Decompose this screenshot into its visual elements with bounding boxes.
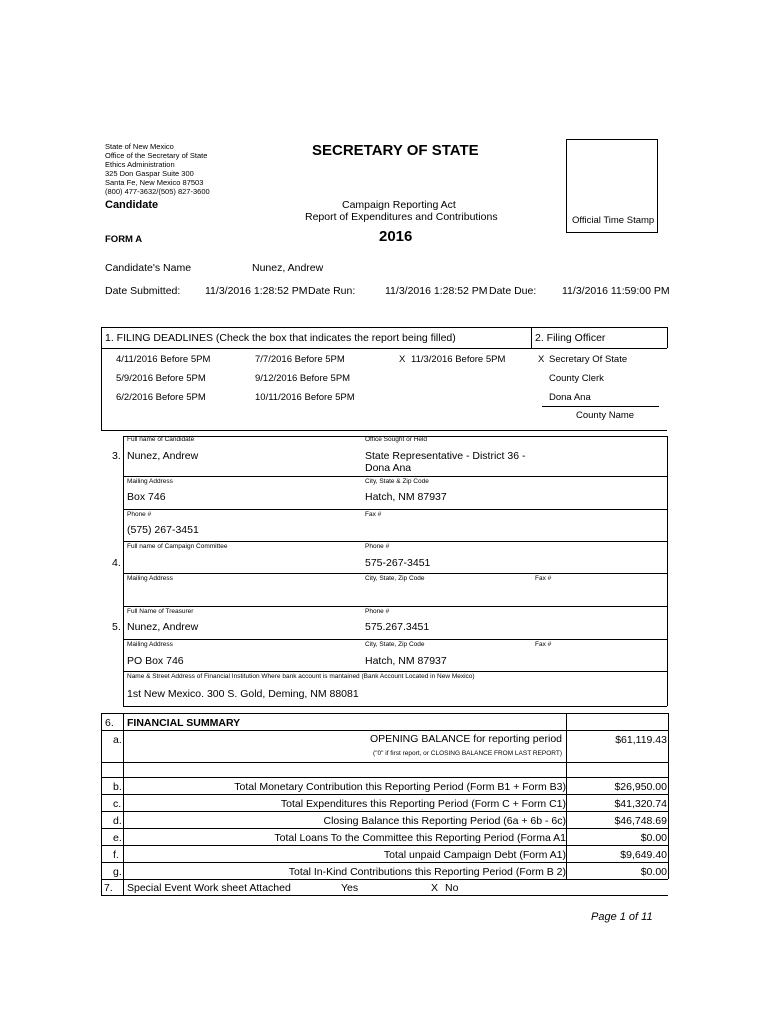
- summary-value: $26,950.00: [614, 781, 667, 793]
- summary-rule: [101, 862, 668, 863]
- opening-balance-label: OPENING BALANCE for reporting period: [370, 733, 562, 745]
- section1-left-rule: [101, 327, 102, 430]
- office-line: Santa Fe, New Mexico 87503: [105, 178, 204, 187]
- date-run-value: 11/3/2016 1:28:52 PM: [385, 285, 488, 297]
- page-number: Page 1 of 11: [591, 911, 653, 923]
- county-underline: [542, 406, 659, 407]
- summary-letter: b.: [113, 781, 122, 793]
- date-run-label: Date Run:: [308, 285, 356, 297]
- candidate-city-label: City, State & Zip Code: [365, 478, 429, 485]
- filing-deadlines-title: 1. FILING DEADLINES (Check the box that indicates the report being filled): [105, 332, 456, 344]
- committee-city-label: City, State, Zip Code: [365, 575, 425, 582]
- deadline-option-selected[interactable]: 11/3/2016 Before 5PM: [411, 354, 506, 365]
- summary-label: Total Expenditures this Reporting Period (Form C + Form C1): [280, 798, 566, 810]
- deadline-option[interactable]: 4/11/2016 Before 5PM: [116, 354, 211, 365]
- officer-check-mark[interactable]: X: [538, 354, 545, 365]
- summary-rule: [101, 794, 668, 795]
- date-due-label: Date Due:: [489, 285, 537, 297]
- candidate-phone-label: Phone #: [127, 511, 152, 518]
- summary-label: Total Loans To the Committee this Reporting Period (Forma A1: [274, 832, 566, 844]
- treasurer-phone-value: 575.267.3451: [365, 621, 430, 633]
- candidate-label: Candidate: [105, 199, 159, 211]
- deadline-option[interactable]: 10/11/2016 Before 5PM: [255, 392, 355, 403]
- summary-rule: [101, 762, 668, 763]
- treasurer-name-label: Full Name of Treasurer: [127, 608, 194, 615]
- candidate-name-value: Nunez, Andrew: [252, 262, 324, 274]
- candidate-mailing-value: Box 746: [127, 491, 166, 503]
- treasurer-mailing-label: Mailing Address: [127, 641, 173, 648]
- candidate-city-value: Hatch, NM 87937: [365, 491, 447, 503]
- bank-address-value: 1st New Mexico. 300 S. Gold, Deming, NM 88081: [127, 688, 359, 700]
- summary-rule: [101, 777, 668, 778]
- summary-value: $41,320.74: [614, 798, 667, 810]
- special-event-label: Special Event Work sheet Attached: [127, 882, 291, 894]
- section2-right-rule: [667, 327, 668, 348]
- special-event-no[interactable]: No: [445, 882, 459, 894]
- grid-rule: [123, 476, 667, 477]
- section7-number: 7.: [104, 882, 113, 894]
- deadline-option[interactable]: 7/7/2016 Before 5PM: [255, 354, 345, 365]
- section3-number: 3.: [112, 450, 121, 462]
- page-title: SECRETARY OF STATE: [312, 142, 479, 159]
- committee-fax-label: Fax #: [535, 575, 552, 582]
- summary-letter-rule: [123, 713, 124, 895]
- summary-rule: [101, 828, 668, 829]
- grid-rule: [123, 639, 667, 640]
- committee-phone-value: 575-267-3451: [365, 557, 431, 569]
- summary-value: $9,649.40: [620, 849, 667, 861]
- office-sought-label: Office Sought or Held: [365, 436, 428, 443]
- summary-letter: e.: [113, 832, 122, 844]
- summary-label: Total In-Kind Contributions this Reporting Period (Form B 2): [288, 866, 566, 878]
- treasurer-city-value: Hatch, NM 87937: [365, 655, 447, 667]
- section1-top-rule: [101, 327, 667, 328]
- summary-rule: [101, 845, 668, 846]
- summary-rule: [101, 730, 668, 731]
- deadline-check-mark[interactable]: X: [399, 354, 406, 365]
- office-line: (800) 477-3632/(505) 827-3600: [105, 187, 210, 196]
- treasurer-fax-label: Fax #: [535, 641, 552, 648]
- grid-rule: [123, 541, 667, 542]
- financial-summary-title: FINANCIAL SUMMARY: [127, 717, 241, 729]
- summary-left-rule: [101, 713, 102, 895]
- special-event-no-mark[interactable]: X: [431, 882, 439, 894]
- officer-option-sos[interactable]: Secretary Of State: [549, 354, 628, 365]
- summary-letter: f.: [113, 849, 119, 861]
- summary-rule: [101, 811, 668, 812]
- date-submitted-value: 11/3/2016 1:28:52 PM: [205, 285, 308, 297]
- bank-address-label: Name & Street Address of Financial Institution Where bank account is mantained (Bank Account Located in New Mexico): [127, 673, 475, 680]
- section-divider-rule: [531, 327, 532, 348]
- office-line: 325 Don Gaspar Suite 300: [105, 169, 194, 178]
- section5-number: 5.: [112, 621, 121, 633]
- section1-bottom-rule: [101, 430, 667, 431]
- deadline-option[interactable]: 9/12/2016 Before 5PM: [255, 373, 351, 384]
- summary-rule: [101, 879, 668, 880]
- special-event-yes[interactable]: Yes: [341, 882, 359, 894]
- deadline-option[interactable]: 6/2/2016 Before 5PM: [116, 392, 206, 403]
- office-sought-value: State Representative - District 36 -: [365, 450, 526, 462]
- date-submitted-label: Date Submitted:: [105, 285, 181, 297]
- candidate-phone-value: (575) 267-3451: [127, 524, 199, 536]
- section4-number: 4.: [112, 557, 121, 569]
- summary-value: $46,748.69: [614, 815, 667, 827]
- candidate-fullname-label: Full name of Candidate: [127, 436, 195, 443]
- opening-balance-value: $61,119.43: [615, 734, 667, 746]
- treasurer-phone-label: Phone #: [365, 608, 390, 615]
- candidate-fax-label: Fax #: [365, 511, 382, 518]
- summary-label: Closing Balance this Reporting Period (6a + 6b - 6c): [323, 815, 566, 827]
- filing-officer-title: 2. Filing Officer: [535, 332, 606, 344]
- candidate-name-label: Candidate's Name: [105, 262, 192, 274]
- committee-phone-label: Phone #: [365, 543, 390, 550]
- summary-letter: d.: [113, 815, 122, 827]
- summary-value: $0.00: [640, 866, 667, 878]
- committee-name-label: Full name of Campaign Committee: [127, 543, 228, 550]
- officer-option-clerk[interactable]: County Clerk: [549, 373, 604, 384]
- grid-rule: [123, 606, 667, 607]
- summary-value: $0.00: [640, 832, 667, 844]
- office-line: State of New Mexico: [105, 142, 174, 151]
- date-due-value: 11/3/2016 11:59:00 PM: [562, 285, 670, 297]
- summary-top-rule: [101, 713, 668, 714]
- summary-value-rule: [566, 713, 567, 879]
- office-line: Office of the Secretary of State: [105, 151, 208, 160]
- opening-balance-note: ("0" if first report, or CLOSING BALANCE FROM LAST REPORT): [373, 750, 562, 757]
- deadline-option[interactable]: 5/9/2016 Before 5PM: [116, 373, 206, 384]
- grid-rule: [123, 706, 667, 707]
- summary-right-rule: [668, 713, 669, 879]
- treasurer-mailing-value: PO Box 746: [127, 655, 184, 667]
- candidate-fullname-value: Nunez, Andrew: [127, 450, 199, 462]
- section6-number: 6.: [105, 717, 114, 729]
- treasurer-city-label: City, State, Zip Code: [365, 641, 425, 648]
- summary-label: Total Monetary Contribution this Reporting Period (Form B1 + Form B3): [234, 781, 566, 793]
- subtitle-report: Report of Expenditures and Contributions: [305, 211, 498, 223]
- county-name-value: Dona Ana: [549, 392, 591, 403]
- grid-rule: [123, 671, 667, 672]
- treasurer-name-value: Nunez, Andrew: [127, 621, 199, 633]
- section1-header-rule: [101, 348, 667, 349]
- summary-bottom-rule: [101, 895, 668, 896]
- summary-label: Total unpaid Campaign Debt (Form A1): [383, 849, 566, 861]
- candidate-mailing-label: Mailing Address: [127, 478, 173, 485]
- time-stamp-label: Official Time Stamp: [572, 215, 655, 226]
- grid-right-rule: [667, 436, 668, 706]
- grid-rule: [123, 509, 667, 510]
- office-line: Ethics Administration: [105, 160, 175, 169]
- form-label: FORM A: [105, 234, 143, 245]
- summary-letter: a.: [113, 734, 122, 746]
- summary-letter: g.: [113, 866, 122, 878]
- county-name-label: County Name: [576, 410, 635, 421]
- office-sought-value-line2: Dona Ana: [365, 462, 412, 474]
- summary-letter: c.: [113, 798, 122, 810]
- committee-mailing-label: Mailing Address: [127, 575, 173, 582]
- report-year: 2016: [379, 228, 413, 245]
- subtitle-act: Campaign Reporting Act: [342, 199, 456, 211]
- grid-rule: [123, 573, 667, 574]
